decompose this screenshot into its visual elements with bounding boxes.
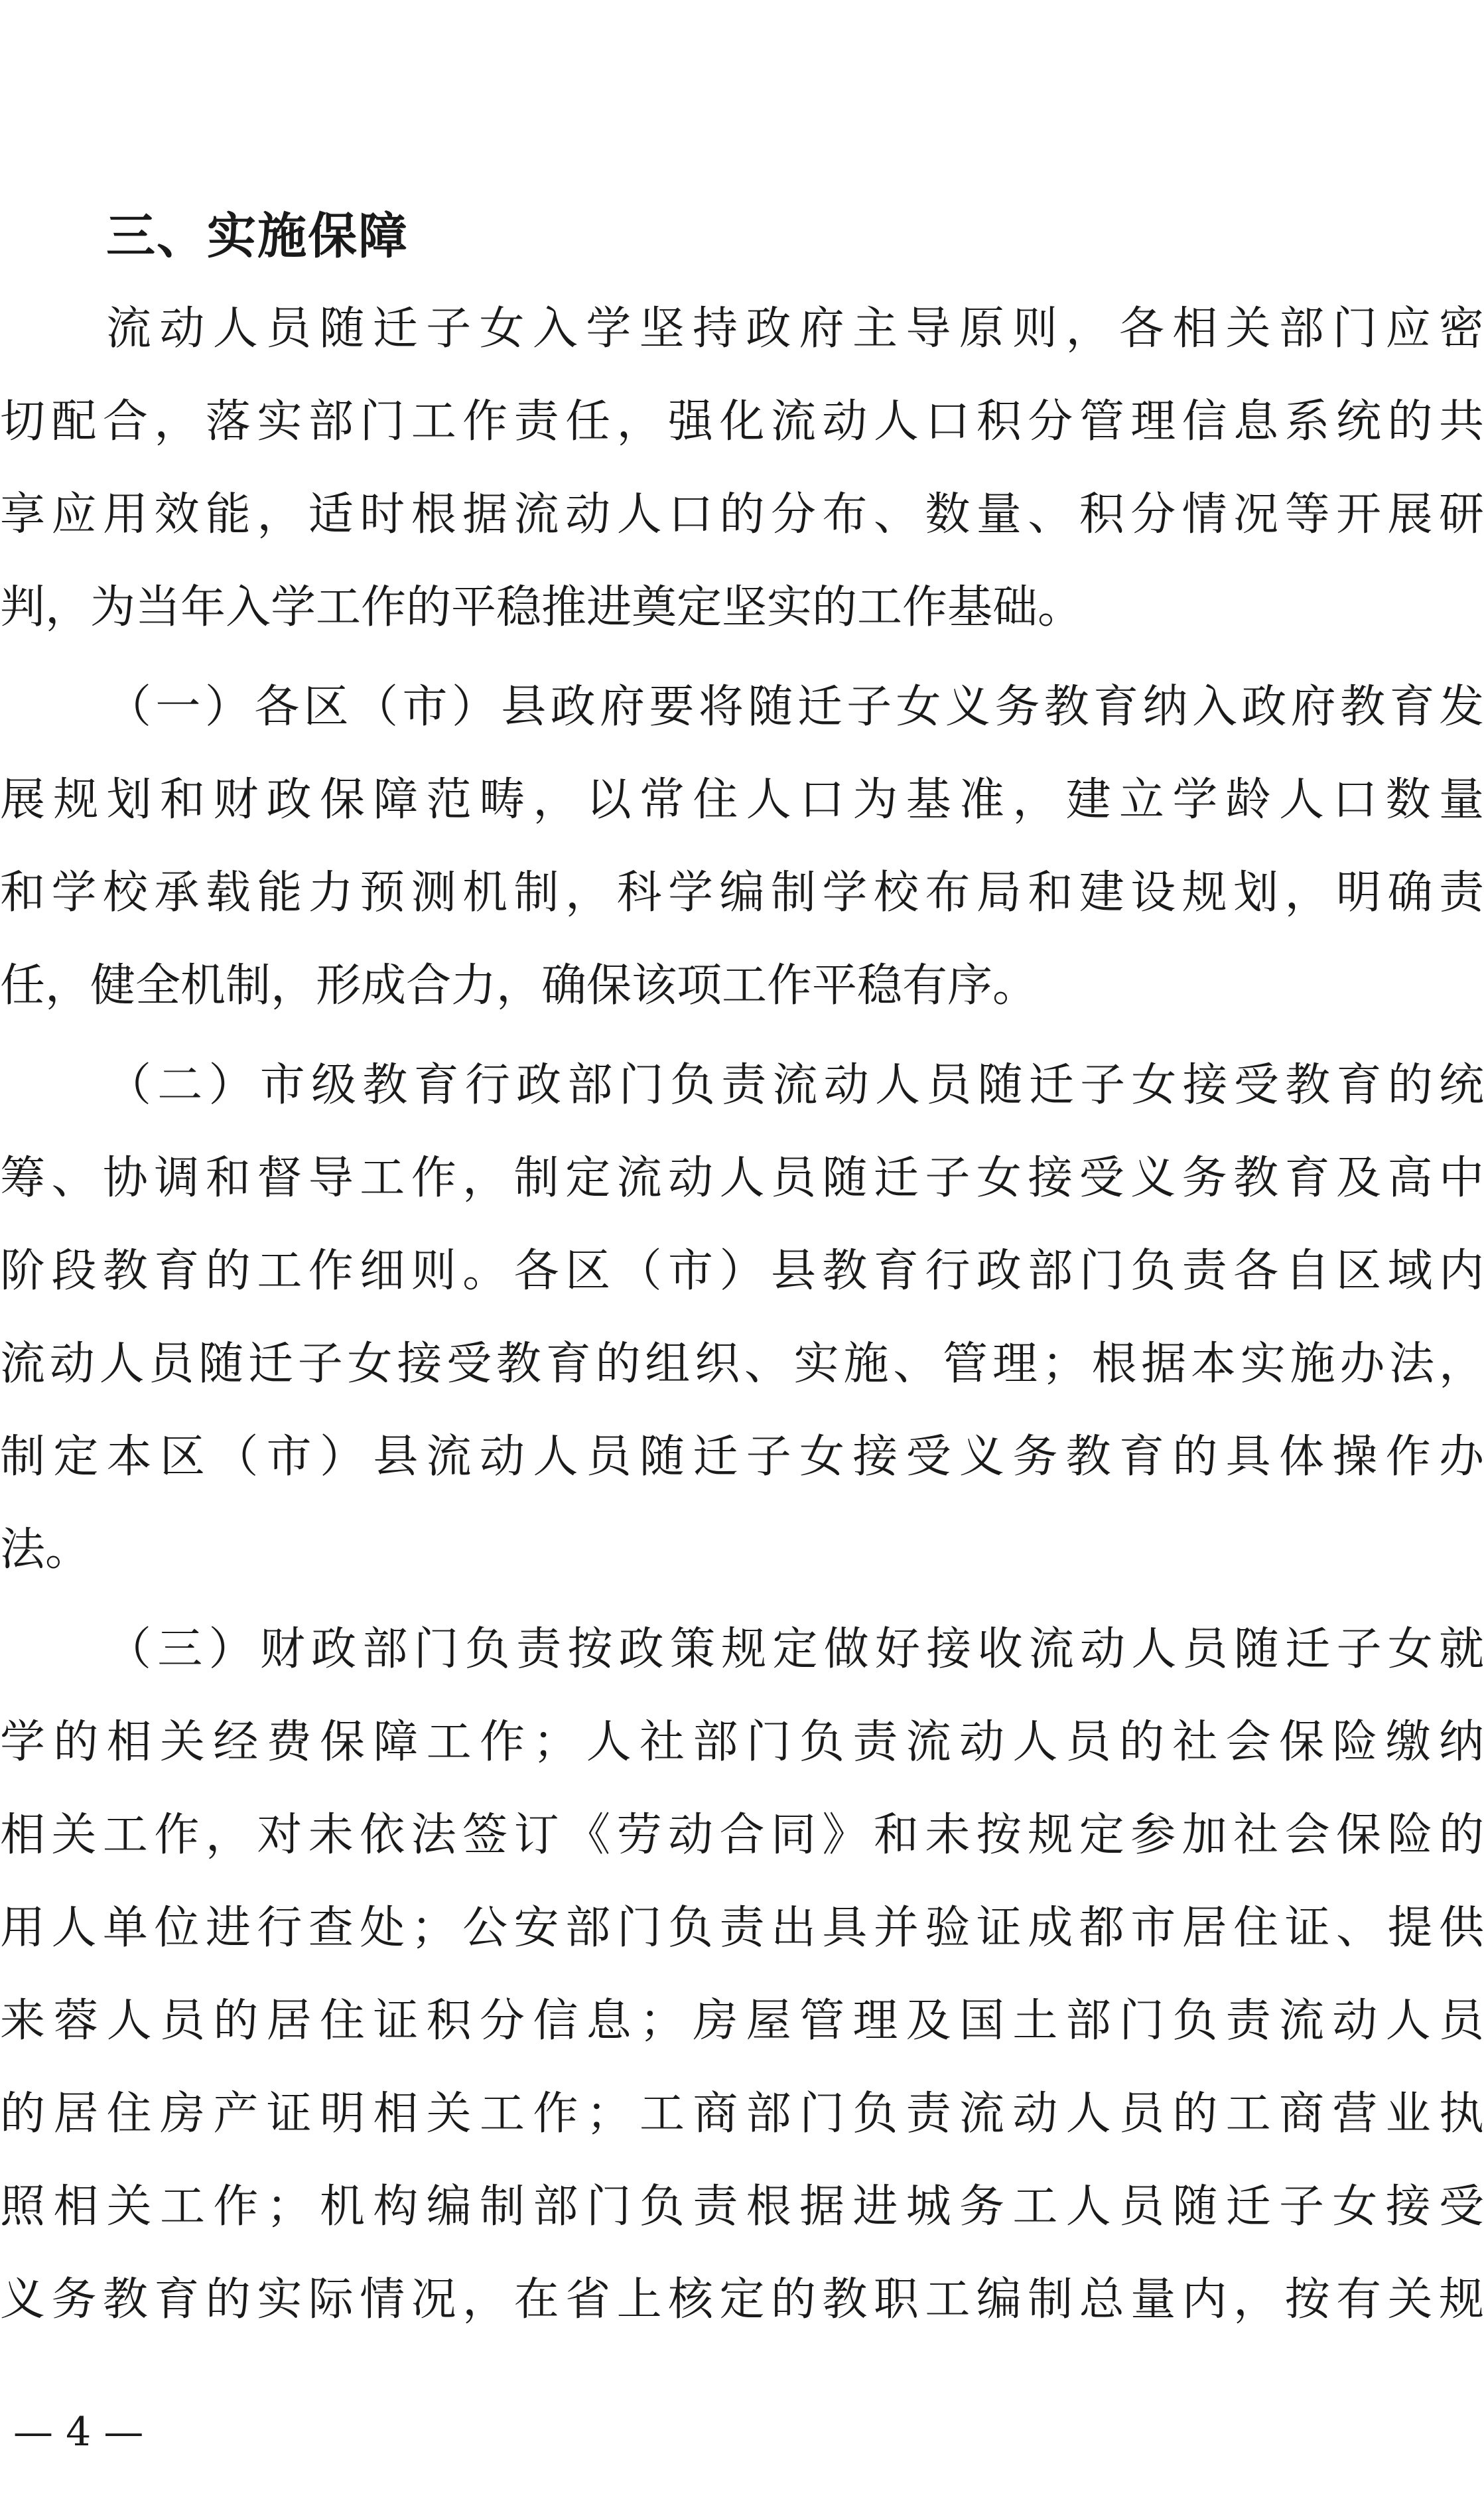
- paragraph-item-3-line-2: 学的相关经费保障工作；人社部门负责流动人员的社会保险缴纳: [0, 1716, 1484, 1768]
- paragraph-item-2-line-1: （二）市级教育行政部门负责流动人员随迁子女接受教育的统: [106, 1059, 1484, 1112]
- paragraph-item-3-line-1: （三）财政部门负责按政策规定做好接收流动人员随迁子女就: [106, 1623, 1484, 1676]
- paragraph-item-1-line-2: 展规划和财政保障范畴，以常住人口为基准，建立学龄人口数量: [0, 774, 1484, 826]
- paragraph-item-3-line-5: 来蓉人员的居住证积分信息；房屋管理及国土部门负责流动人员: [0, 1995, 1484, 2047]
- paragraph-item-1-line-1: （一）各区（市）县政府要将随迁子女义务教育纳入政府教育发: [106, 681, 1484, 733]
- paragraph-item-2-line-2: 筹、协调和督导工作，制定流动人员随迁子女接受义务教育及高中: [0, 1152, 1484, 1204]
- paragraph-item-2-line-3: 阶段教育的工作细则。各区（市）县教育行政部门负责各自区域内: [0, 1245, 1484, 1297]
- section-heading: 三、实施保障: [106, 208, 409, 265]
- paragraph-item-3-line-8: 义务教育的实际情况，在省上核定的教职工编制总量内，按有关规: [0, 2273, 1484, 2326]
- paragraph-item-3-line-6: 的居住房产证明相关工作；工商部门负责流动人员的工商营业执: [0, 2088, 1484, 2140]
- paragraph-intro-line-4: 判，为当年入学工作的平稳推进奠定坚实的工作基础。: [0, 581, 1083, 634]
- paragraph-item-2-line-5: 制定本区（市）县流动人员随迁子女接受义务教育的具体操作办: [0, 1431, 1484, 1483]
- paragraph-item-1-line-3: 和学校承载能力预测机制，科学编制学校布局和建设规划，明确责: [0, 867, 1484, 919]
- paragraph-item-3-line-4: 用人单位进行查处；公安部门负责出具并验证成都市居住证、提供: [0, 1902, 1484, 1954]
- paragraph-item-3-line-3: 相关工作，对未依法签订《劳动合同》和未按规定参加社会保险的: [0, 1809, 1484, 1861]
- paragraph-intro-line-2: 切配合，落实部门工作责任，强化流动人口积分管理信息系统的共: [0, 396, 1484, 448]
- page-number: — 4 —: [13, 2409, 144, 2455]
- paragraph-intro-line-1: 流动人员随迁子女入学坚持政府主导原则，各相关部门应密: [106, 303, 1484, 355]
- paragraph-item-2-line-6: 法。: [0, 1524, 91, 1576]
- paragraph-item-1-line-4: 任，健全机制，形成合力，确保该项工作平稳有序。: [0, 960, 1038, 1012]
- paragraph-item-2-line-4: 流动人员随迁子女接受教育的组织、实施、管理；根据本实施办法，: [0, 1338, 1484, 1390]
- paragraph-intro-line-3: 享应用效能，适时根据流动人口的分布、数量、积分情况等开展研: [0, 488, 1484, 541]
- paragraph-item-3-line-7: 照相关工作；机构编制部门负责根据进城务工人员随迁子女接受: [0, 2181, 1484, 2233]
